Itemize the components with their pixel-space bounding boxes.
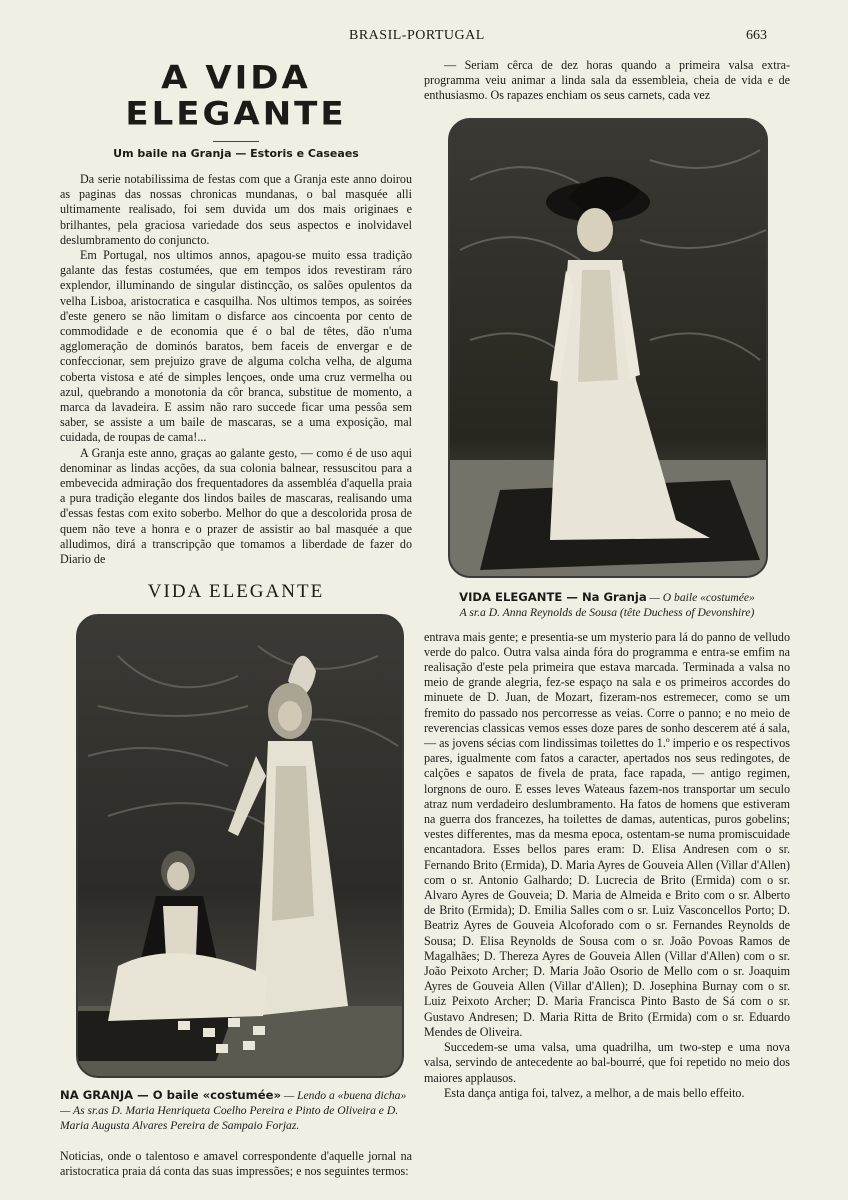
photo-two-women-costumes — [76, 614, 404, 1078]
page-number: 663 — [746, 28, 767, 43]
running-title: BRASIL-PORTUGAL — [349, 28, 485, 43]
paragraph: Succedem-se uma valsa, uma quadrilha, um two-step e uma nova valsa, servindo de antecedente ao bal-bourré, que foi repetido no meio dos maiores applausos. — [424, 1040, 790, 1085]
photo-illustration — [78, 616, 402, 1076]
photo-right-caption — [424, 590, 790, 620]
caption-lead: VIDA ELEGANTE — Na Granja — [459, 589, 647, 604]
article-subtitle: Um baile na Granja — Estoris e Caseaes — [113, 147, 359, 160]
paragraph: Esta dança antiga foi, talvez, a melhor, a de mais bello effeito. — [444, 1085, 745, 1100]
caption-text: — Lendo a «buena dicha» — As sr.as D. Maria Henriqueta Coelho Pereira e Pinto de Oliveira e D. Maria Augusta Alvares Pereira de Sampaio Forjaz. — [60, 1089, 407, 1133]
article-title: A VIDA ELEGANTE — [125, 58, 347, 134]
photo-left-caption — [60, 1088, 412, 1133]
caption-lead: NA GRANJA — O baile «costumée» — [60, 1088, 281, 1103]
photo-woman-devonshire-costume — [448, 118, 768, 578]
left-column — [60, 58, 412, 1180]
caption-line2: A sr.a D. Anna Reynolds de Sousa (tête Duchess of Devonshire) — [459, 605, 755, 619]
section-heading: VIDA ELEGANTE — [147, 581, 325, 603]
paragraph: — Seriam cêrca de dez horas quando a primeira valsa extra-programma veiu animar a linda sala da essembleia, cheia de vida e de enthusiasmo. Os rapazes enchiam os seus carnets, cada vez — [424, 58, 790, 103]
right-column — [424, 58, 790, 1101]
paragraph: Noticias, onde o talentoso e amavel correspondente d'aquelle jornal na aristocratica praia dá conta das suas impressões; e nos seguintes termos: — [60, 1149, 412, 1179]
paragraph: Em Portugal, nos ultimos annos, apagou-se muito essa tradição galante das festas costumées, que em tempos idos revestiram ráro explendor, illuminando de singular distincção, os salões opulentos da velha Lisboa, aristocratica e casquilha. Nos ultimos tempos, as soirées d'este genero se não limitam o disfarce aos cincoenta por cento de commodidade e de economia que é o bal de têtes, dão n'uma agglomeração de dominós baratos, bem faceis de envergar e de confeccionar, sem prejuizo grave de alguma colcha velha, de alguma coberta vistosa e até de simples lençoes, onde uma cruz vermelha ou azul, quebrando a monotonia da côr branca, substitue de momento, a marca da lavadeira. E assim não raro succede ficar uma pessôa sem saber, se assiste a um baile de mascaras, se a uma exposição, mal cuidada, de roupas de cama!... — [60, 248, 412, 445]
paragraph: A Granja este anno, graças ao galante gesto, — como é de uso aqui denominar as lindas acções, da sua colonia balnear, ressuscitou para a embevecida admiração dos frequentadores da assembléa d'aquella praia a pura tradição elegante dos lindos bailes de mascaras, realisando uma d'essas festas com exito soberbo. Melhor do que a descolorida prosa de quem não teve a honra e o prazer de assistir ao bal masquée a que alludimos, dirá a transcripção que tomamos a liberdade de fazer do Diario de — [60, 445, 412, 567]
paragraph: Da serie notabilissima de festas com que a Granja este anno doirou as paginas das nossas chronicas mundanas, o bal masquée alli ultimamente realisado, foi sem duvida um dos mais originaes e brilhantes, pela graciosa variedade dos seus aspectos e inolvidavel deslumbramento do conjuncto. — [60, 172, 412, 247]
paragraph: entrava mais gente; e presentia-se um mysterio para lá do panno de velludo verde do palco. Outra valsa ainda fóra do programma e entra-se emfim na realisação d'este pela primeira que estava marcada. Terminada a valsa no meio de grande alegria, fez-se espaço na sala e os primeiros accordes do minuete de D. Juan, de Mozart, fizeram-nos estremecer, como se um fremito do passado nos percorresse as veias. Corre o panno; e no meio de reverencias classicas vemos esses doze pares de sonho descerem até á sala, — as jovens sécias com lindissimas toilettes do 1.º imperio e os respectivos pares, igualmente com fatos a caracter, apertados nos seus redingotes, de calções e sapatos de fivela de prata, face rapada, — antigo regimen, lorgnons de ouro. E esses leves Wateaus fazem-nos transportar um seculo atraz num verdadeiro deslumbramento. Ha fatos de homens que estiveram na guerra dos francezes, ha toilettes de damas, autenticas, puros gobelins; vestes differentes, mas da mesma epoca, ostentam-se numa promiscuidade encantadora. Esses bellos pares eram: D. Elisa Andresen com o sr. Fernando Brito (Ermida), D. Maria Ayres de Gouveia Allen (Villar d'Allen) com o sr. Antonio Galhardo; D. Lucrecia de Brito (Ermida) com o sr. Alvaro Ayres de Gouveia; D. Maria de Almeida e Brito com o sr. Alberto de Brito (Ermida); D. Emilia Salles com o sr. Luiz Vasconcellos Porto; D. Beatriz Ayres de Gouveia Alcoforado com o sr. Fernandes Reynolds de Sousa; D. Elisa Reynolds de Sousa com o sr. João Povoas Ramos de Magalhães; D. Thereza Ayres de Gouveia Allen (Villar d'Allen) com o sr. João Peixoto Archer; D. Maria João Osorio de Mello com o sr. Joaquim Ayres de Gouveia Allen (Villar d'Allen); D. Josephina Burnay com o sr. Luiz Peixoto Archer; D. Maria Francisca Pinto Basto de Sá com o sr. Gustavo Andresen; D. Maria Ritta de Brito (Ermida) com o sr. Eduardo Mendes de Oliveira. — [424, 629, 790, 1039]
title-divider — [213, 141, 259, 142]
photo-illustration — [450, 120, 766, 576]
caption-text: — O baile «costumée» — [646, 590, 755, 604]
